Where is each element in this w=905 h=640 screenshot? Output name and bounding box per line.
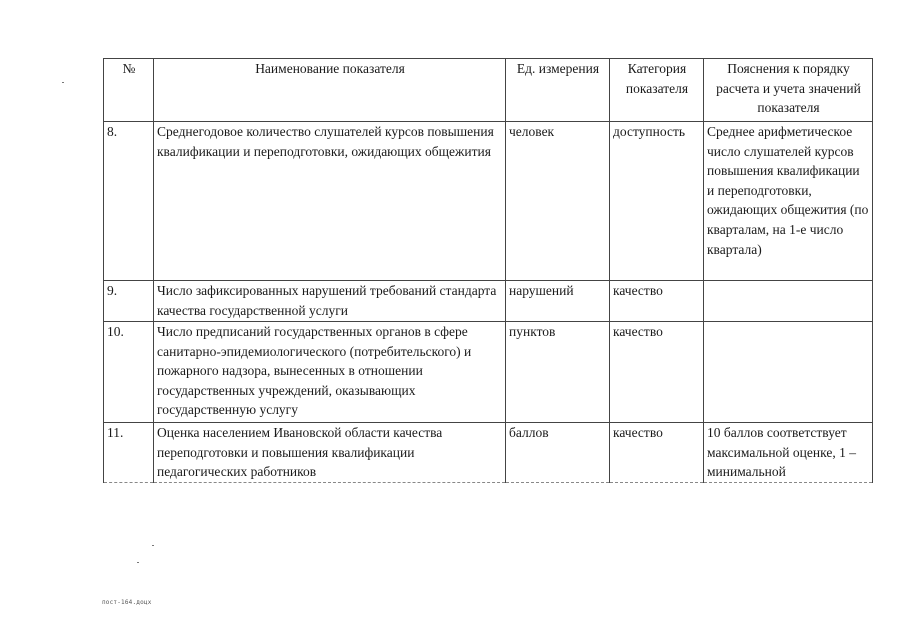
row-indicator-name: Среднегодовое количество слушателей курсов повышения квалификации и переподготовки, ожидающих общежития bbox=[154, 122, 506, 281]
row-indicator-name: Число предписаний государственных органов в сфере санитарно-эпидемиологического (потребительского) и пожарного надзора, вынесенных в отношении государственных учреждений, оказывающих государственную услугу bbox=[154, 322, 506, 423]
scan-speck bbox=[62, 82, 64, 83]
scan-speck bbox=[152, 545, 154, 546]
row-explanation: Среднее арифметическое число слушателей курсов повышения квалификации и переподготовки, ожидающих общежития (по кварталам, на 1-е число квартала) bbox=[704, 122, 873, 281]
row-number: 11. bbox=[104, 423, 154, 483]
header-indicator-name: Наименование показателя bbox=[154, 59, 506, 122]
row-explanation bbox=[704, 322, 873, 423]
header-number: № bbox=[104, 59, 154, 122]
row-category: качество bbox=[610, 322, 704, 423]
footer-file-mark: пост-164.доцх bbox=[102, 599, 152, 606]
table-row bbox=[104, 281, 873, 322]
row-explanation bbox=[704, 281, 873, 322]
table-row bbox=[104, 423, 873, 483]
table-row bbox=[104, 122, 873, 281]
row-category: доступность bbox=[610, 122, 704, 281]
indicators-table bbox=[103, 58, 873, 483]
table-header-row bbox=[104, 59, 873, 122]
row-category: качество bbox=[610, 281, 704, 322]
header-unit: Ед. измерения bbox=[506, 59, 610, 122]
row-number: 10. bbox=[104, 322, 154, 423]
row-number: 9. bbox=[104, 281, 154, 322]
row-explanation: 10 баллов соответствует максимальной оценке, 1 – минимальной bbox=[704, 423, 873, 483]
row-category: качество bbox=[610, 423, 704, 483]
row-indicator-name: Оценка населением Ивановской области качества переподготовки и повышения квалификации педагогических работников bbox=[154, 423, 506, 483]
table-row bbox=[104, 322, 873, 423]
row-number: 8. bbox=[104, 122, 154, 281]
row-unit: нарушений bbox=[506, 281, 610, 322]
header-category: Категория показателя bbox=[610, 59, 704, 122]
row-unit: человек bbox=[506, 122, 610, 281]
row-unit: баллов bbox=[506, 423, 610, 483]
scan-speck bbox=[137, 562, 139, 563]
row-indicator-name: Число зафиксированных нарушений требований стандарта качества государственной услуги bbox=[154, 281, 506, 322]
header-explanation: Пояснения к порядку расчета и учета значений показателя bbox=[704, 59, 873, 122]
row-unit: пунктов bbox=[506, 322, 610, 423]
